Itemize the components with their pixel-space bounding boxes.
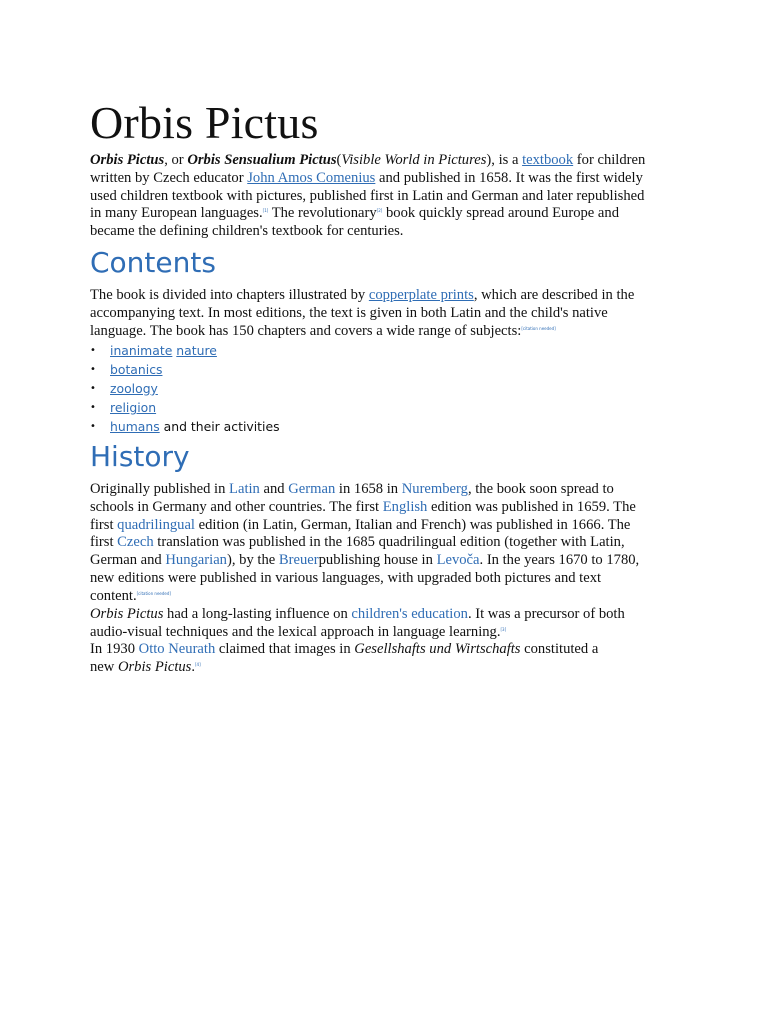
contents-paragraph bbox=[90, 287, 678, 340]
zoology-link[interactable]: zoology bbox=[110, 381, 158, 396]
reference-link-3[interactable]: [3] bbox=[500, 626, 507, 632]
reference-link-2[interactable]: [2] bbox=[376, 208, 383, 214]
botanics-link[interactable]: botanics bbox=[110, 362, 163, 377]
history-text: and bbox=[259, 481, 289, 497]
list-item bbox=[90, 341, 280, 360]
bullet-icon: • bbox=[90, 345, 96, 356]
neurath-line-1 bbox=[90, 641, 660, 659]
contents-line-3 bbox=[90, 323, 678, 341]
history-text: publishing house in bbox=[318, 552, 437, 569]
intro-line-5: became the defining children's textbook for centuries. bbox=[90, 223, 404, 240]
subjects-list bbox=[90, 341, 280, 436]
contents-text: , which are described in the bbox=[473, 287, 635, 303]
history-text: schools in Germany and other countries. The first bbox=[90, 498, 383, 515]
work-title: Gesellshafts und Wirtschafts bbox=[354, 641, 521, 657]
levoca-link[interactable]: Levoča bbox=[436, 552, 480, 569]
history-line-5 bbox=[90, 552, 670, 570]
breuer-link[interactable]: Breuer bbox=[278, 552, 319, 569]
translated-title: Visible World in Pictures bbox=[341, 152, 487, 168]
citation-needed-link[interactable]: [citation needed] bbox=[521, 325, 556, 331]
intro-text: in many European languages. bbox=[90, 205, 263, 222]
latin-link[interactable]: Latin bbox=[229, 481, 260, 497]
history-text: first bbox=[90, 516, 118, 533]
reference-link-4[interactable]: [4] bbox=[195, 661, 201, 667]
history-text: . In the years 1670 to 1780, bbox=[479, 552, 640, 569]
bullet-icon: • bbox=[90, 383, 96, 394]
czech-link[interactable]: Czech bbox=[117, 534, 154, 551]
english-link[interactable]: English bbox=[382, 498, 428, 515]
title-term: Orbis Pictus bbox=[117, 658, 192, 675]
title-term: Orbis Pictus bbox=[90, 606, 164, 622]
contents-line-1 bbox=[90, 287, 678, 305]
history-text: edition was published in 1659. The bbox=[427, 498, 636, 515]
german-link[interactable]: German bbox=[288, 481, 336, 497]
religion-link[interactable]: religion bbox=[110, 400, 157, 415]
history-heading: History bbox=[90, 440, 190, 473]
intro-line-3: used children textbook with pictures, published first in Latin and German and later republished bbox=[90, 187, 645, 204]
neurath-text: constituted a bbox=[520, 641, 599, 657]
neurath-text: new bbox=[90, 658, 118, 675]
neurath-line-2 bbox=[90, 659, 660, 677]
comenius-link[interactable]: John Amos Comenius bbox=[247, 169, 376, 186]
bullet-icon: • bbox=[90, 402, 96, 413]
neurath-text: In 1930 bbox=[90, 641, 139, 657]
history-line-4 bbox=[90, 534, 670, 552]
history-text: edition (in Latin, German, Italian and French) was published in 1666. The bbox=[195, 516, 631, 533]
nuremberg-link[interactable]: Nuremberg bbox=[401, 481, 468, 497]
influence-text: . It was a precursor of both bbox=[467, 606, 625, 622]
bullet-icon: • bbox=[90, 421, 96, 432]
history-line-1 bbox=[90, 481, 670, 499]
hungarian-link[interactable]: Hungarian bbox=[165, 552, 227, 569]
intro-text: and published in 1658. It was the first widely bbox=[375, 169, 643, 186]
history-text: content. bbox=[90, 587, 137, 604]
quadrilingual-link[interactable]: quadrilingual bbox=[117, 516, 195, 533]
list-item bbox=[90, 417, 280, 436]
history-line-3 bbox=[90, 517, 670, 535]
history-line-2 bbox=[90, 499, 670, 517]
humans-link[interactable]: humans bbox=[110, 419, 160, 434]
intro-line-4 bbox=[90, 205, 678, 223]
bullet-icon: • bbox=[90, 364, 96, 375]
history-text: translation was published in the 1685 quadrilingual edition (together with Latin, bbox=[153, 534, 625, 551]
textbook-link[interactable]: textbook bbox=[522, 152, 574, 168]
otto-neurath-link[interactable]: Otto Neurath bbox=[138, 641, 216, 657]
history-line-7 bbox=[90, 588, 670, 606]
influence-text: audio-visual techniques and the lexical approach in language learning. bbox=[90, 623, 501, 640]
list-item bbox=[90, 379, 280, 398]
influence-line-2 bbox=[90, 624, 660, 642]
history-text: Originally published in bbox=[90, 481, 230, 497]
contents-line-2: accompanying text. In most editions, the text is given in both Latin and the child's native bbox=[90, 304, 608, 321]
childrens-education-link[interactable]: children's education bbox=[351, 606, 468, 622]
alt-title-term: Orbis Sensualium Pictus bbox=[187, 152, 337, 168]
history-text: , the book soon spread to bbox=[467, 481, 614, 497]
intro-text: for children bbox=[573, 152, 646, 168]
neurath-text: claimed that images in bbox=[215, 641, 355, 657]
intro-line-1 bbox=[90, 152, 678, 170]
history-text: German and bbox=[90, 552, 166, 569]
contents-text: The book is divided into chapters illustrated by bbox=[90, 287, 369, 303]
intro-text: , or bbox=[164, 152, 188, 168]
list-item bbox=[90, 398, 280, 417]
history-text: in 1658 in bbox=[335, 481, 402, 497]
intro-text: book quickly spread around Europe and bbox=[382, 205, 620, 222]
list-item-text: and their activities bbox=[159, 419, 280, 434]
reference-link-1[interactable]: [1] bbox=[262, 208, 269, 214]
inanimate-link[interactable]: inanimate bbox=[110, 343, 173, 358]
neurath-paragraph bbox=[90, 641, 660, 677]
intro-line-2 bbox=[90, 170, 678, 188]
history-text: ), by the bbox=[226, 552, 279, 569]
intro-text: written by Czech educator bbox=[90, 169, 248, 186]
title-term: Orbis Pictus bbox=[90, 152, 165, 168]
history-text: first bbox=[90, 534, 118, 551]
page-title: Orbis Pictus bbox=[90, 97, 319, 148]
contents-text: language. The book has 150 chapters and covers a wide range of subjects: bbox=[90, 322, 522, 339]
list-item bbox=[90, 360, 280, 379]
nature-link[interactable]: nature bbox=[176, 343, 217, 358]
history-paragraph bbox=[90, 481, 670, 606]
influence-text: had a long-lasting influence on bbox=[163, 606, 352, 622]
intro-text: ), is a bbox=[486, 152, 523, 168]
intro-text: The revolutionary bbox=[268, 205, 377, 222]
influence-line-1 bbox=[90, 606, 660, 624]
contents-heading: Contents bbox=[90, 246, 216, 279]
copperplate-prints-link[interactable]: copperplate prints bbox=[368, 287, 474, 303]
intro-text: ( bbox=[336, 152, 342, 168]
intro-paragraph bbox=[90, 152, 678, 241]
history-line-6: new editions were published in various languages, with upgraded both pictures and text bbox=[90, 569, 602, 586]
neurath-text: . bbox=[191, 658, 195, 675]
influence-paragraph bbox=[90, 606, 660, 642]
citation-needed-link[interactable]: [citation needed] bbox=[136, 590, 171, 596]
